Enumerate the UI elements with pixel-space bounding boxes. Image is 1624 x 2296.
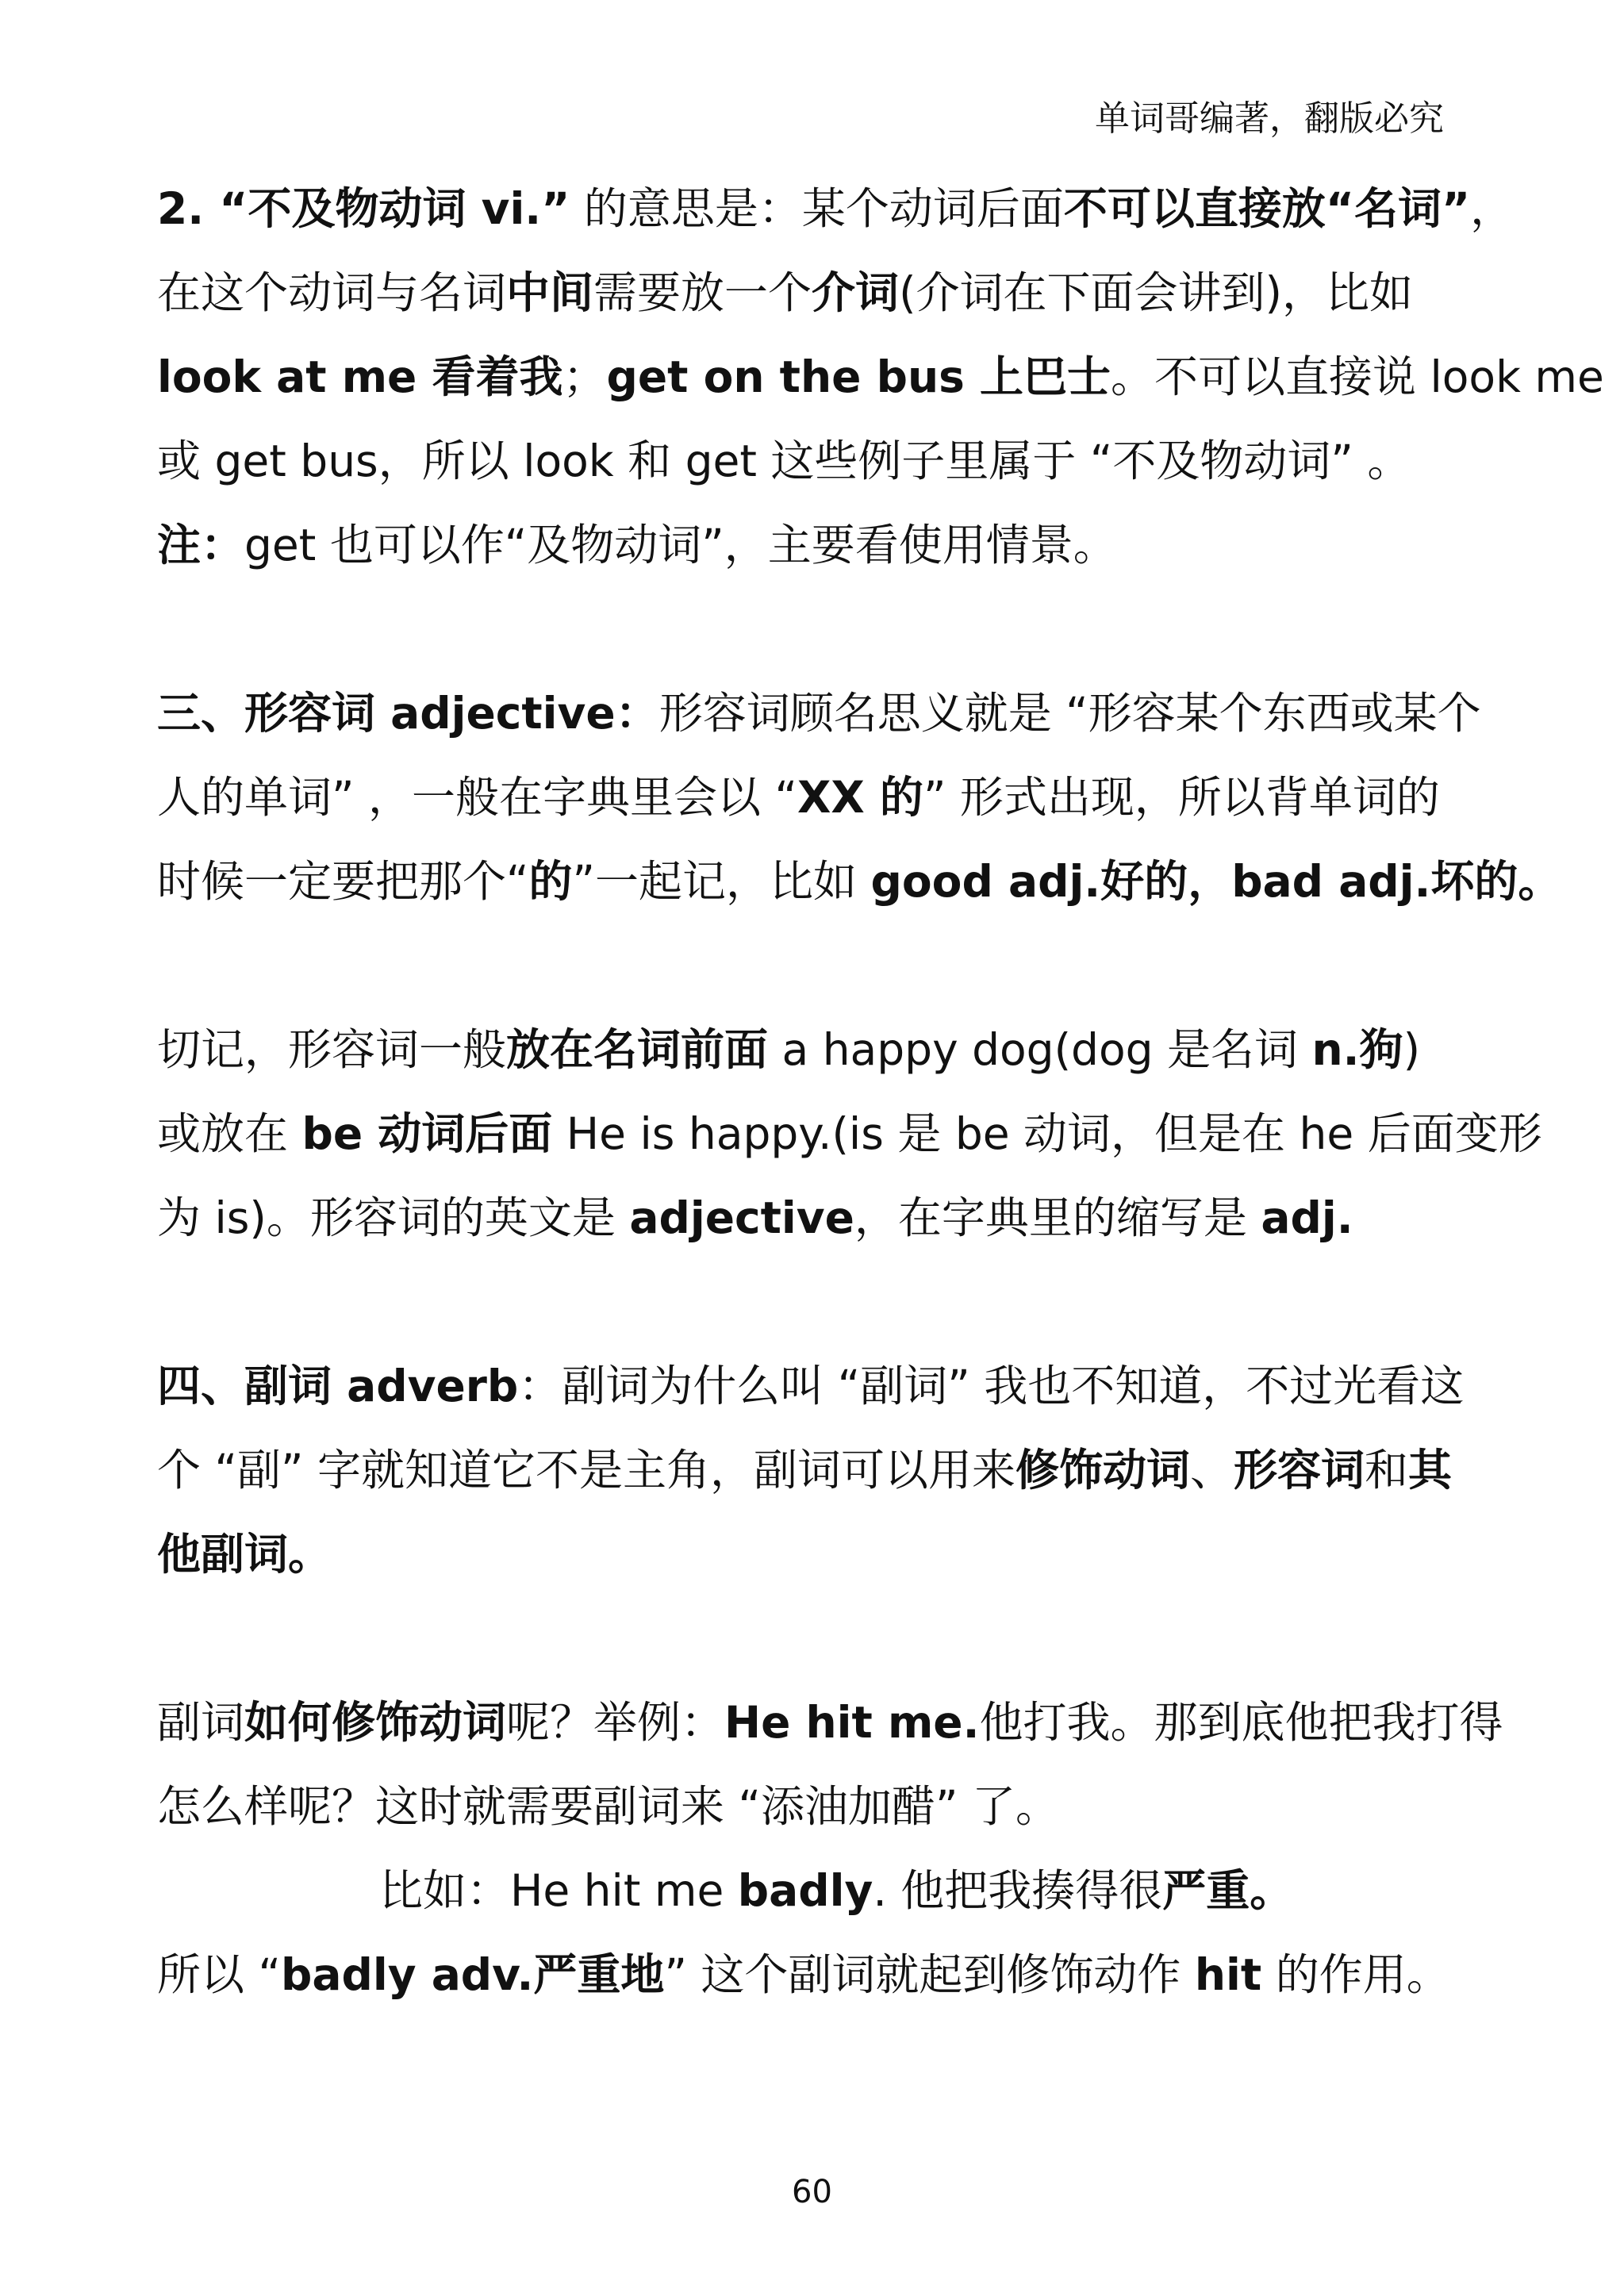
body-text: 所以 “ [157,1949,281,2000]
text-line [157,1344,1474,1428]
body-text: 、 [1189,1445,1234,1495]
bold-text: n.狗 [1311,1024,1403,1075]
bold-text: 的 [528,856,573,907]
bold-text: get on the bus 上巴士 [606,351,1111,402]
text-line [157,839,1562,923]
text-line [157,1428,1474,1512]
body-text: 怎么样呢？这时就需要副词来 “添油加醋” 了。 [157,1781,1059,1832]
bold-text: 严重。 [1162,1865,1294,1916]
body-text: ) [1403,1024,1421,1075]
bold-text: badly adv.严重地 [280,1949,665,2000]
text-line [157,335,1604,419]
bold-text: 其 [1408,1445,1453,1495]
bold-text: adjective [629,1192,854,1243]
text-line [157,1849,1474,1933]
bold-text: 中间 [506,267,594,318]
body-text: 比如：He hit me [379,1865,738,1916]
page-header-copyright: 单词哥编著，翻版必究 [1095,98,1444,139]
bold-text: 四、副词 adverb [157,1361,519,1411]
body-text: ”一起记，比如 [572,856,871,907]
bold-text: 他副词。 [157,1529,332,1580]
text-line [157,1933,1474,2017]
bold-text: badly [737,1865,873,1916]
bold-text: be 动词后面 [301,1108,553,1159]
body-text: He is happy.(is 是 be 动词，但是在 he 后面变形 [552,1108,1542,1159]
text-line [157,1008,1474,1092]
text-line [157,1092,1542,1176]
blank-line [157,587,1474,671]
body-text: 或 get bus，所以 look 和 get 这些例子里属于 “不及物动词” 。 [157,436,1411,486]
body-text: 副词 [157,1697,245,1748]
body-text: ” 形式出现，所以背单词的 [923,772,1440,823]
bold-text: 2. “不及物动词 vi.” [157,183,570,234]
body-text: 的作用。 [1261,1949,1450,2000]
text-line [157,167,1515,251]
bold-text: look at me 看着我 [157,351,563,402]
body-text: ， [1470,183,1515,234]
body-text: ：副词为什么叫 “副词” 我也不知道，不过光看这 [518,1361,1465,1411]
bold-text: XX 的 [797,772,923,823]
body-text: 人的单词” ，一般在字典里会以 “ [157,772,797,823]
body-text: 时候一定要把那个“ [157,856,529,907]
document-body [157,167,1604,2017]
body-text: 。不可以直接说 look me [1111,351,1604,402]
bold-text: He hit me. [724,1697,980,1748]
bold-text: 不可以直接放“名词” [1063,183,1471,234]
body-text: ，在字典里的缩写是 [854,1192,1261,1243]
body-text: 为 is)。形容词的英文是 [157,1192,630,1243]
text-line [157,503,1474,587]
bold-text: 注： [157,520,245,570]
bold-text: hit [1194,1949,1262,2000]
body-text: 在这个动词与名词 [157,267,507,318]
blank-line [157,923,1474,1008]
page-number: 60 [792,2174,832,2210]
bold-text: good adj.好的，bad adj.坏的。 [870,856,1562,907]
text-line [157,671,1481,755]
body-text: ” 这个副词就起到修饰动作 [664,1949,1195,2000]
text-line [157,251,1474,335]
body-text: . 他把我揍得很 [873,1865,1163,1916]
body-text: 或放在 [157,1108,302,1159]
bold-text: 放在名词前面 [506,1024,769,1075]
body-text: 形容词顾名思义就是 “形容某个东西或某个 [658,688,1481,739]
bold-text: adj. [1261,1192,1353,1243]
body-text: 切记，形容词一般 [157,1024,507,1075]
body-text: 他打我。那到底他把我打得 [979,1697,1503,1748]
text-line [157,1176,1474,1260]
body-text: 需要放一个 [593,267,812,318]
bold-text: 修饰动词 [1015,1445,1190,1495]
text-line [157,419,1474,503]
text-line [157,1764,1474,1849]
body-text: 的意思是：某个动词后面 [570,183,1064,234]
body-text: get 也可以作“及物动词”，主要看使用情景。 [244,520,1117,570]
body-text: a happy dog(dog 是名词 [768,1024,1312,1075]
blank-line [157,1260,1474,1344]
bold-text: 如何修饰动词 [244,1697,507,1748]
body-text: (介词在下面会讲到)，比如 [899,267,1413,318]
bold-text: 形容词 [1234,1445,1365,1495]
bold-text: 介词 [812,267,900,318]
text-line [157,1512,1474,1596]
blank-line [157,1596,1474,1680]
text-line [157,1680,1503,1764]
text-line [157,755,1474,839]
bold-text: 三、形容词 adjective： [157,688,659,739]
body-text: 和 [1365,1445,1409,1495]
body-text: 个 “副” 字就知道它不是主角，副词可以用来 [157,1445,1015,1495]
body-text: 呢？举例： [506,1697,725,1748]
body-text: ； [562,351,607,402]
